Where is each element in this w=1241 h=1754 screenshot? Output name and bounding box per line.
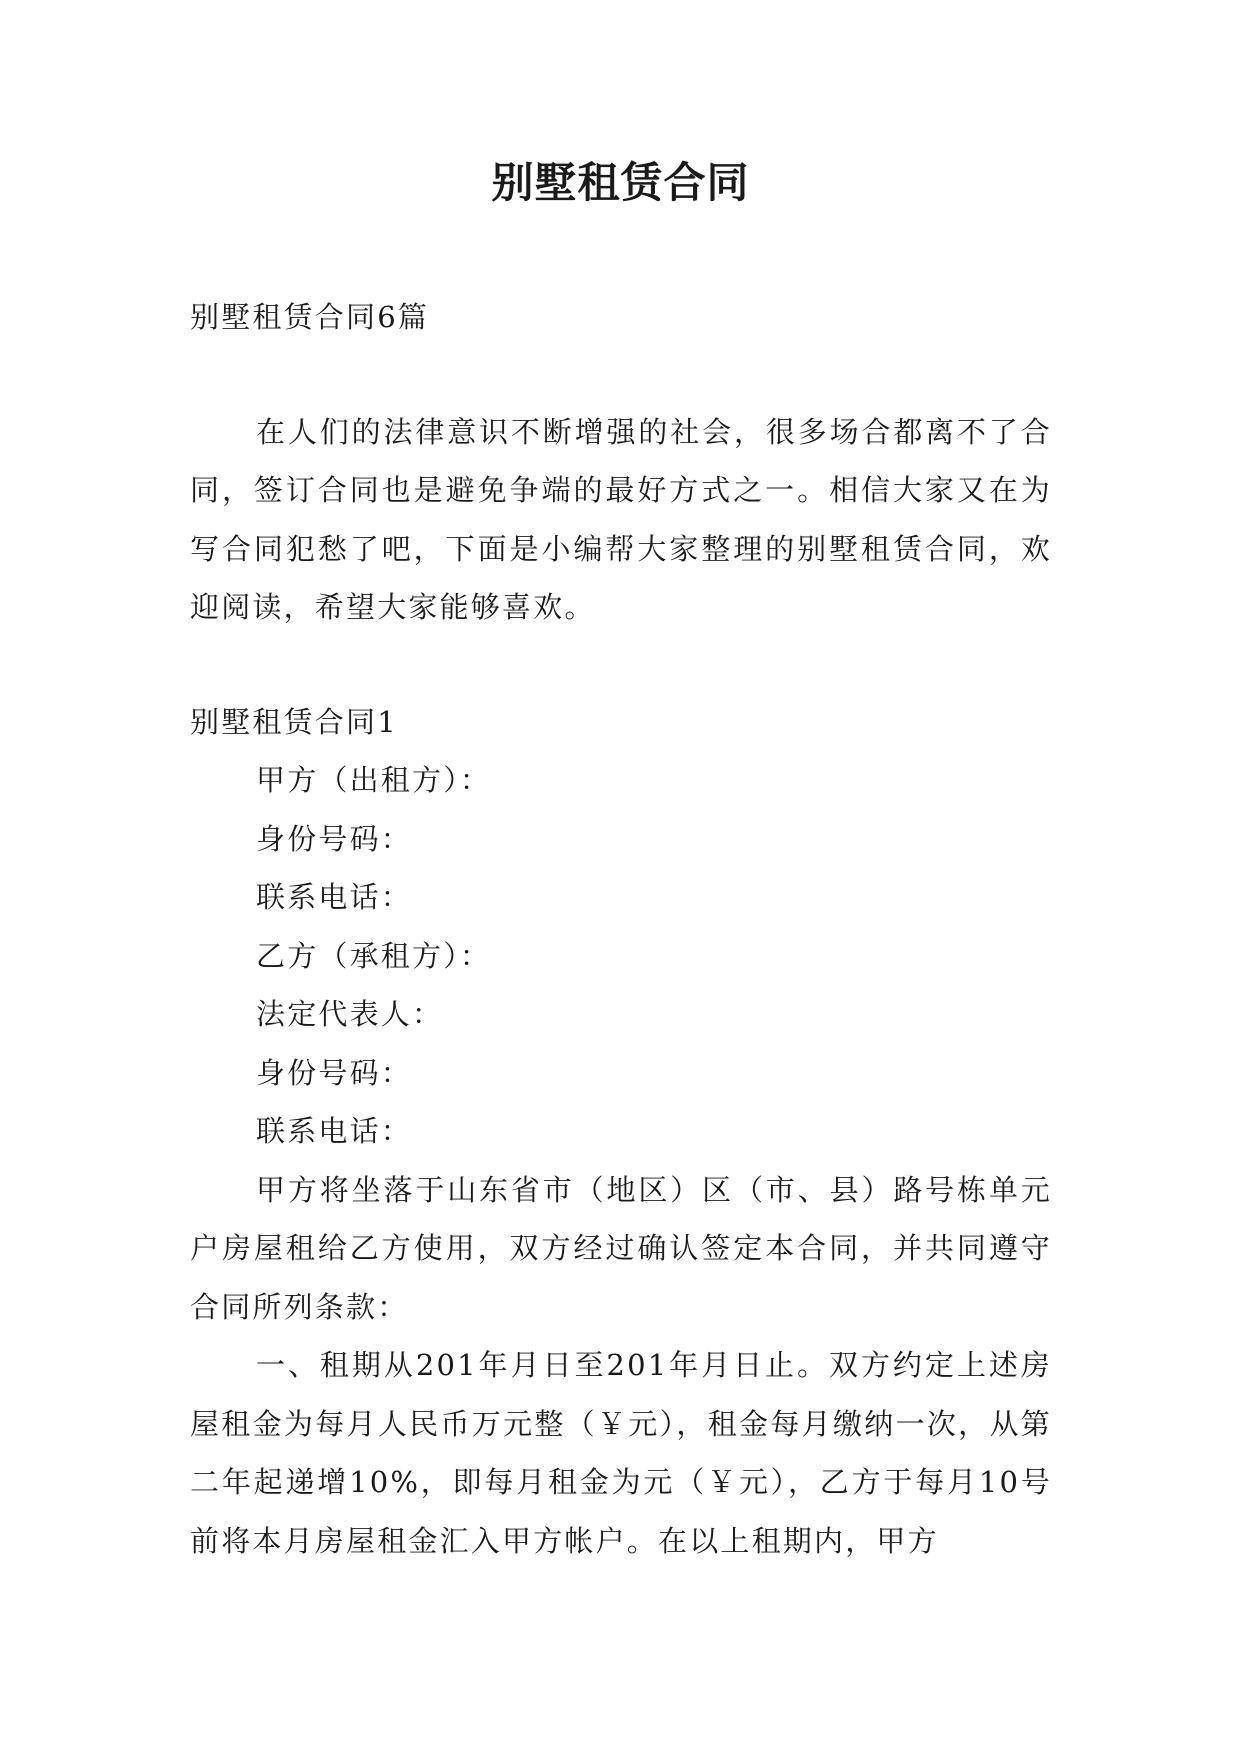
intro-paragraph: 在人们的法律意识不断增强的社会，很多场合都离不了合同，签订合同也是避免争端的最好方式之一。相信大家又在为写合同犯愁了吧，下面是小编帮大家整理的别墅租赁合同，欢迎阅读，希望大家能够喜欢。 [190, 414, 1052, 624]
field-lessor-phone: 联系电话： [256, 880, 413, 914]
field-legal-representative: 法定代表人： [256, 997, 444, 1031]
field-lessee-id: 身份号码： [256, 1055, 413, 1090]
section-heading: 别墅租赁合同1 [190, 704, 398, 739]
field-lessee-phone: 联系电话： [256, 1114, 413, 1148]
contract-clause-1: 一、租期从201年月日至201年月日止。双方约定上述房屋租金为每月人民币万元整（￥元），租金每月缴纳一次，从第二年起递增10%，即每月租金为元（￥元），乙方于每月10号前将本月房屋租金汇入甲方帐户。在以上租期内，甲方 [190, 1348, 1052, 1558]
field-lessee: 乙方（承租方）： [256, 938, 492, 973]
document-subtitle: 别墅租赁合同6篇 [190, 300, 430, 334]
contract-paragraph: 甲方将坐落于山东省市（地区）区（市、县）路号栋单元户房屋租给乙方使用，双方经过确认签定本合同，并共同遵守合同所列条款： [190, 1172, 1052, 1324]
field-lessor: 甲方（出租方）： [256, 763, 492, 797]
field-lessor-id: 身份号码： [256, 821, 413, 856]
document-title: 别墅租赁合同 [491, 158, 750, 207]
document-body [190, 288, 1052, 1570]
